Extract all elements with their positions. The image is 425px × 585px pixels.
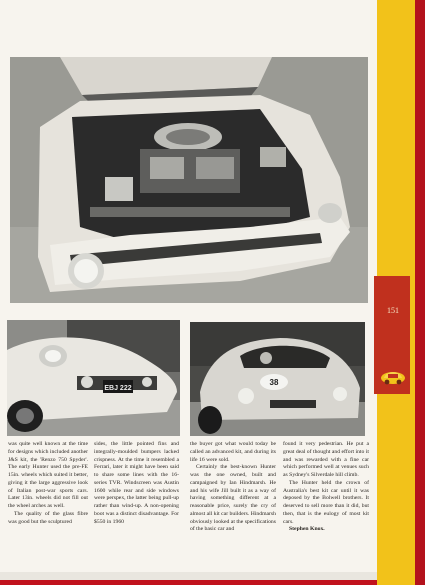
paragraph: found it very pedestrian. He put a great deal of thought and effort into it and was rewarded with a fine car which performed well at venues such as Sydney's Silverdale hill climb. (283, 441, 369, 478)
car-emblem-icon (380, 364, 406, 386)
hunter-racing-photo (190, 322, 365, 436)
red-spine (415, 0, 425, 585)
text-column-4 (283, 441, 369, 534)
text-column-1 (8, 441, 88, 526)
paragraph: sides, the little pointed fins and integrally-moulded bumpers lacked crispness. At the time it resembled a Ferrari, later it might have been said to share some lines with the 16-series TVR. Windscreen was Austin 1600 while rear and side windows were perspex, the latter being pull-up rather than wind-up. A non-opening boot was a distinct disadvantage. For $550 in 1960 (94, 441, 179, 525)
page-number: 151 (387, 306, 399, 315)
text-column-2 (94, 441, 179, 526)
bottom-red-edge (0, 580, 377, 585)
paragraph: the buyer got what would today be called an advanced kit, and during its life 16 were sold. (190, 441, 276, 463)
paragraph: The Hunter held the crown of Australia's best kit car until it was deposed by the Bolwell brothers. It deserved to sell more than it did, but then, that is the eulogy of most kit cars. (283, 479, 369, 525)
hunter-front-photo (7, 320, 180, 436)
race-number: 38 (269, 378, 279, 387)
engine-bay-photo (10, 57, 368, 303)
paragraph: Certainly the best-known Hunter was the one owned, built and campaigned by Ian Hindmarsh. He and his wife Jill built it as a way of having something different at a reasonable price, surely the cry of almost all kit car builders. Hindmarsh obviously looked at the specifications of the basic car and (190, 464, 276, 533)
author-credit: Stephen Knox. (289, 526, 325, 533)
text-column-3 (190, 441, 276, 534)
paragraph: was quite well known at the time for designs which included another J&S kit, the 'Renzo 750 Spyder'. The early Hunter used the pre-FE 15in. wheels which suited it better, giving it the large aggressive look of Italian post-war sports cars. Later 13in. wheels did not fill out the wheel arches as well. (8, 441, 88, 509)
paragraph: The quality of the glass fibre was good but the sculptured (8, 510, 88, 525)
number-plate: EBJ 222 (104, 385, 132, 392)
